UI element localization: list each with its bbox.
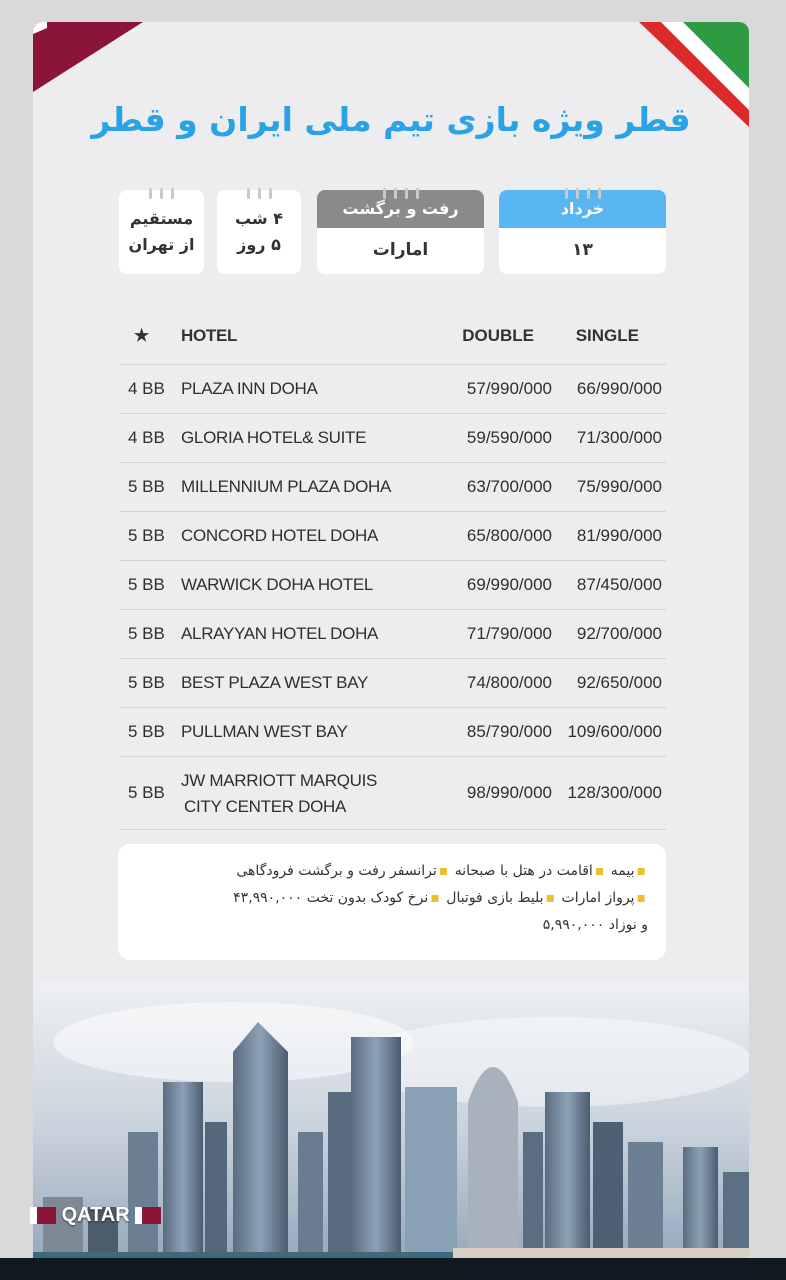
included-services-box: ▪بیمه ▪اقامت در هتل با صبحانه ▪ترانسفر رفت و برگشت فرودگاهی ▪پرواز امارات ▪بلیط بازی فوتبال ▪نرخ کودک بدون تخت ۴۳,۹۹۰,۰۰۰ و نوزاد ۵,۹۹۰,۰۰۰ xyxy=(118,844,666,960)
date-value: ۱۳ xyxy=(572,240,593,260)
single-price: 71/300/000 xyxy=(576,428,662,447)
double-price: 74/800/000 xyxy=(466,673,552,692)
double-price: 98/990/000 xyxy=(466,783,552,802)
double-price: 85/790/000 xyxy=(466,722,552,741)
note-flight: پرواز امارات xyxy=(561,890,635,906)
single-price: 109/600/000 xyxy=(567,722,662,741)
hotel-rating: 5 BB xyxy=(128,477,165,496)
note-child-rate: نرخ کودک بدون تخت ۴۳,۹۹۰,۰۰۰ xyxy=(233,890,429,906)
origin-line2: از تهران xyxy=(128,235,195,254)
origin-line1: مستقیم xyxy=(129,209,194,228)
header-hotel: HOTEL xyxy=(181,326,238,345)
table-row xyxy=(120,610,666,659)
qatar-flag-icon xyxy=(30,1207,56,1224)
single-price: 87/450/000 xyxy=(576,575,662,594)
table-row xyxy=(120,757,666,830)
hotel-rating: 4 BB xyxy=(128,379,165,398)
table-row xyxy=(120,561,666,610)
note-transfer: ترانسفر رفت و برگشت فرودگاهی xyxy=(236,863,437,879)
hotel-rating: 5 BB xyxy=(128,526,165,545)
hotel-name xyxy=(181,768,377,820)
double-price: 65/800/000 xyxy=(466,526,552,545)
note-insurance: بیمه xyxy=(610,863,635,879)
single-price: 92/700/000 xyxy=(576,624,662,643)
double-price: 59/590/000 xyxy=(466,428,552,447)
header-single: SINGLE xyxy=(575,326,639,345)
duration-box xyxy=(217,190,301,274)
page-title: قطر ویژه بازی تیم ملی ایران و قطر xyxy=(91,100,691,139)
bottom-caption-strip xyxy=(0,1258,786,1280)
table-row xyxy=(120,365,666,414)
hotel-name-line2: CITY CENTER DOHA xyxy=(184,797,347,816)
double-price: 69/990/000 xyxy=(466,575,552,594)
hotel-rating: 5 BB xyxy=(128,783,165,802)
hotel-name: ALRAYYAN HOTEL DOHA xyxy=(181,624,379,643)
hotel-name-line1: JW MARRIOTT MARQUIS xyxy=(181,771,378,790)
note-ticket: بلیط بازی فوتبال xyxy=(446,890,544,906)
single-price: 81/990/000 xyxy=(576,526,662,545)
single-price: 75/990/000 xyxy=(576,477,662,496)
date-box xyxy=(499,190,666,274)
price-table xyxy=(120,312,666,830)
hotel-rating: 5 BB xyxy=(128,624,165,643)
airline-value: امارات xyxy=(372,240,429,260)
hotel-name: MILLENNIUM PLAZA DOHA xyxy=(181,477,392,496)
double-price: 71/790/000 xyxy=(466,624,552,643)
single-price: 66/990/000 xyxy=(576,379,662,398)
airline-label: رفت و برگشت xyxy=(317,190,484,228)
origin-box xyxy=(119,190,204,274)
duration-nights: ۴ شب xyxy=(234,209,283,228)
note-infant-rate: و نوزاد ۵,۹۹۰,۰۰۰ xyxy=(542,917,648,933)
star-icon: ★ xyxy=(134,326,150,345)
double-price: 57/990/000 xyxy=(466,379,552,398)
table-row xyxy=(120,414,666,463)
table-row xyxy=(120,659,666,708)
duration-days: ۵ روز xyxy=(237,235,281,254)
doha-skyline-image xyxy=(33,982,749,1280)
table-header xyxy=(120,312,666,365)
table-row xyxy=(120,512,666,561)
hotel-name: PLAZA INN DOHA xyxy=(181,379,318,398)
header-double: DOUBLE xyxy=(462,326,534,345)
hotel-name: PULLMAN WEST BAY xyxy=(181,722,348,741)
single-price: 128/300/000 xyxy=(567,783,662,802)
table-row xyxy=(120,708,666,757)
location-text: QATAR xyxy=(61,1204,130,1226)
hotel-rating: 5 BB xyxy=(128,575,165,594)
note-hotel: اقامت در هتل با صبحانه xyxy=(454,863,593,879)
tour-card xyxy=(33,22,749,1280)
hotel-rating: 5 BB xyxy=(128,673,165,692)
double-price: 63/700/000 xyxy=(466,477,552,496)
hotel-name: BEST PLAZA WEST BAY xyxy=(181,673,369,692)
hotel-rating: 4 BB xyxy=(128,428,165,447)
hotel-name: CONCORD HOTEL DOHA xyxy=(181,526,379,545)
location-tag xyxy=(30,1204,161,1227)
qatar-flag-corner xyxy=(33,22,143,92)
qatar-flag-icon xyxy=(135,1207,161,1224)
date-label: خرداد xyxy=(499,190,666,228)
hotel-name: GLORIA HOTEL& SUITE xyxy=(181,428,367,447)
airline-box xyxy=(317,190,484,274)
hotel-rating: 5 BB xyxy=(128,722,165,741)
table-row xyxy=(120,463,666,512)
hotel-name: WARWICK DOHA HOTEL xyxy=(181,575,374,594)
single-price: 92/650/000 xyxy=(576,673,662,692)
